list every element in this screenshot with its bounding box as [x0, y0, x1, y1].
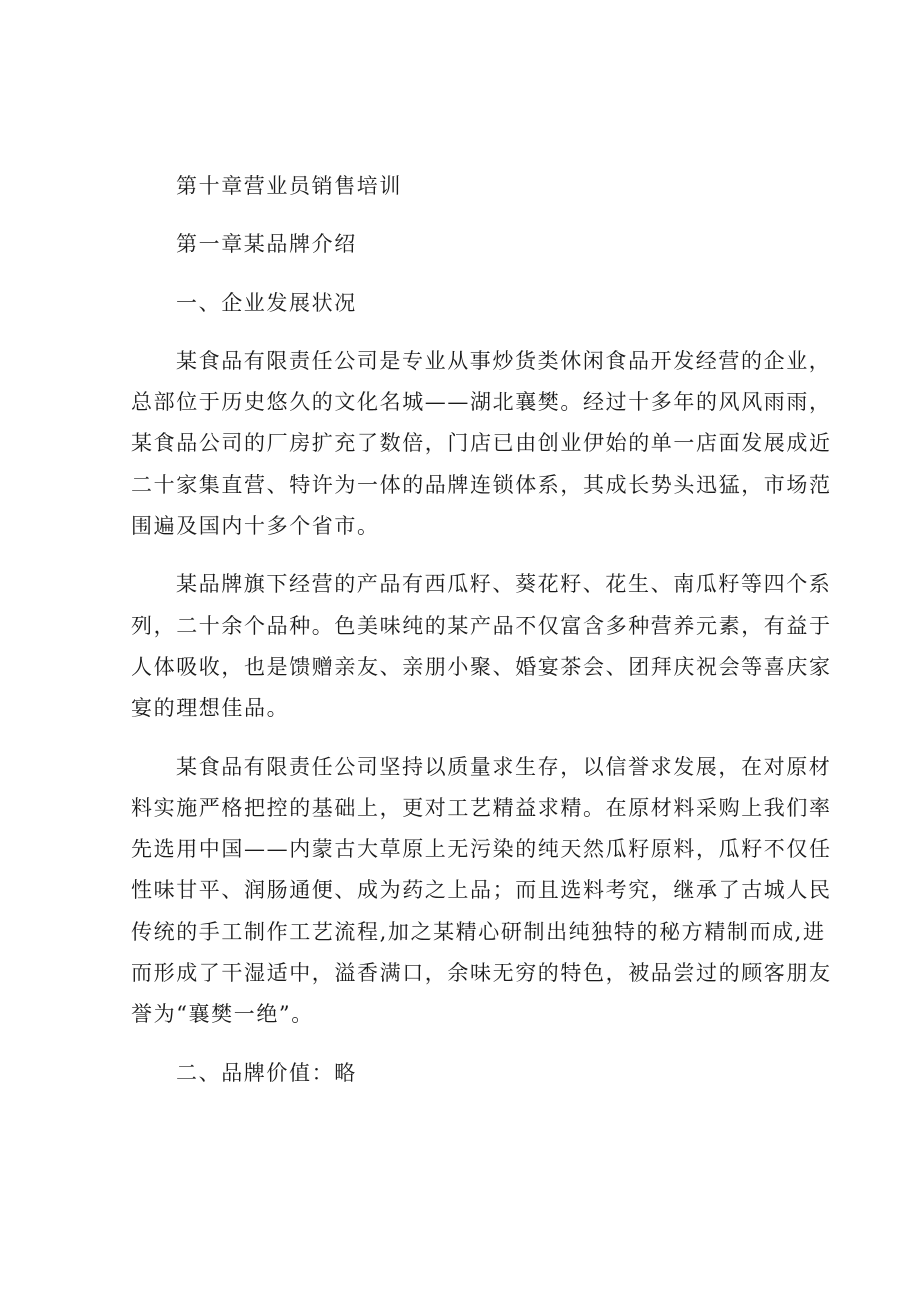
- spacer: [131, 266, 811, 283]
- subsection-heading-development: 一、企业发展状况: [176, 290, 357, 315]
- paragraph-line: 某食品有限责任公司是专业从事炒货类休闲食品开发经营的企业，: [176, 348, 832, 373]
- spacer: [131, 730, 811, 747]
- paragraph-line: 传统的手工制作工艺流程,加之某精心研制出纯独特的秘方精制而成,进: [131, 919, 826, 944]
- spacer: [131, 324, 811, 341]
- paragraph-products: [131, 564, 832, 729]
- paragraph-line: 总部位于历史悠久的文化名城——湖北襄樊。经过十多年的风风雨雨，: [131, 390, 832, 415]
- document-body: [131, 166, 832, 1094]
- paragraph-line: 先选用中国——内蒙古大草原上无污染的纯天然瓜籽原料，瓜籽不仅任: [131, 837, 832, 862]
- paragraph-line: 宴的理想佳品。: [131, 696, 290, 721]
- spacer: [131, 1036, 811, 1053]
- paragraph-quality: [131, 747, 832, 1036]
- paragraph-line: 列，二十余个品种。色美味纯的某产品不仅富含多种营养元素，有益于: [131, 613, 832, 638]
- paragraph-line: 某食品有限责任公司坚持以质量求生存，以信誉求发展，在对原材: [176, 754, 832, 779]
- paragraph-line: 围遍及国内十多个省市。: [131, 514, 380, 539]
- paragraph-line: 而形成了干湿适中，溢香满口，余味无穷的特色，被品尝过的顾客朋友: [131, 961, 832, 986]
- paragraph-line: 某品牌旗下经营的产品有西瓜籽、葵花籽、花生、南瓜籽等四个系: [176, 572, 832, 597]
- spacer: [131, 207, 811, 224]
- paragraph-line: 某食品公司的厂房扩充了数倍，门店已由创业伊始的单一店面发展成近: [131, 431, 832, 456]
- paragraph-line: 性味甘平、润肠通便、成为药之上品；而且选料考究，继承了古城人民: [131, 878, 832, 903]
- paragraph-line: 人体吸收，也是馈赠亲友、亲朋小聚、婚宴茶会、团拜庆祝会等喜庆家: [131, 654, 832, 679]
- paragraph-line: 料实施严格把控的基础上，更对工艺精益求精。在原材料采购上我们率: [131, 795, 832, 820]
- chapter-title: 第十章营业员销售培训: [176, 174, 402, 198]
- paragraph-line: 二十家集直营、特许为一体的品牌连锁体系，其成长势头迅猛，市场范: [131, 472, 832, 497]
- subsection-heading-brand-value: 二、品牌价值：略: [176, 1060, 357, 1085]
- section-title: 第一章某品牌介绍: [176, 232, 357, 257]
- spacer: [131, 547, 811, 564]
- paragraph-company-overview: [131, 341, 832, 547]
- paragraph-line: 誉为“襄樊一绝”。: [131, 1002, 314, 1027]
